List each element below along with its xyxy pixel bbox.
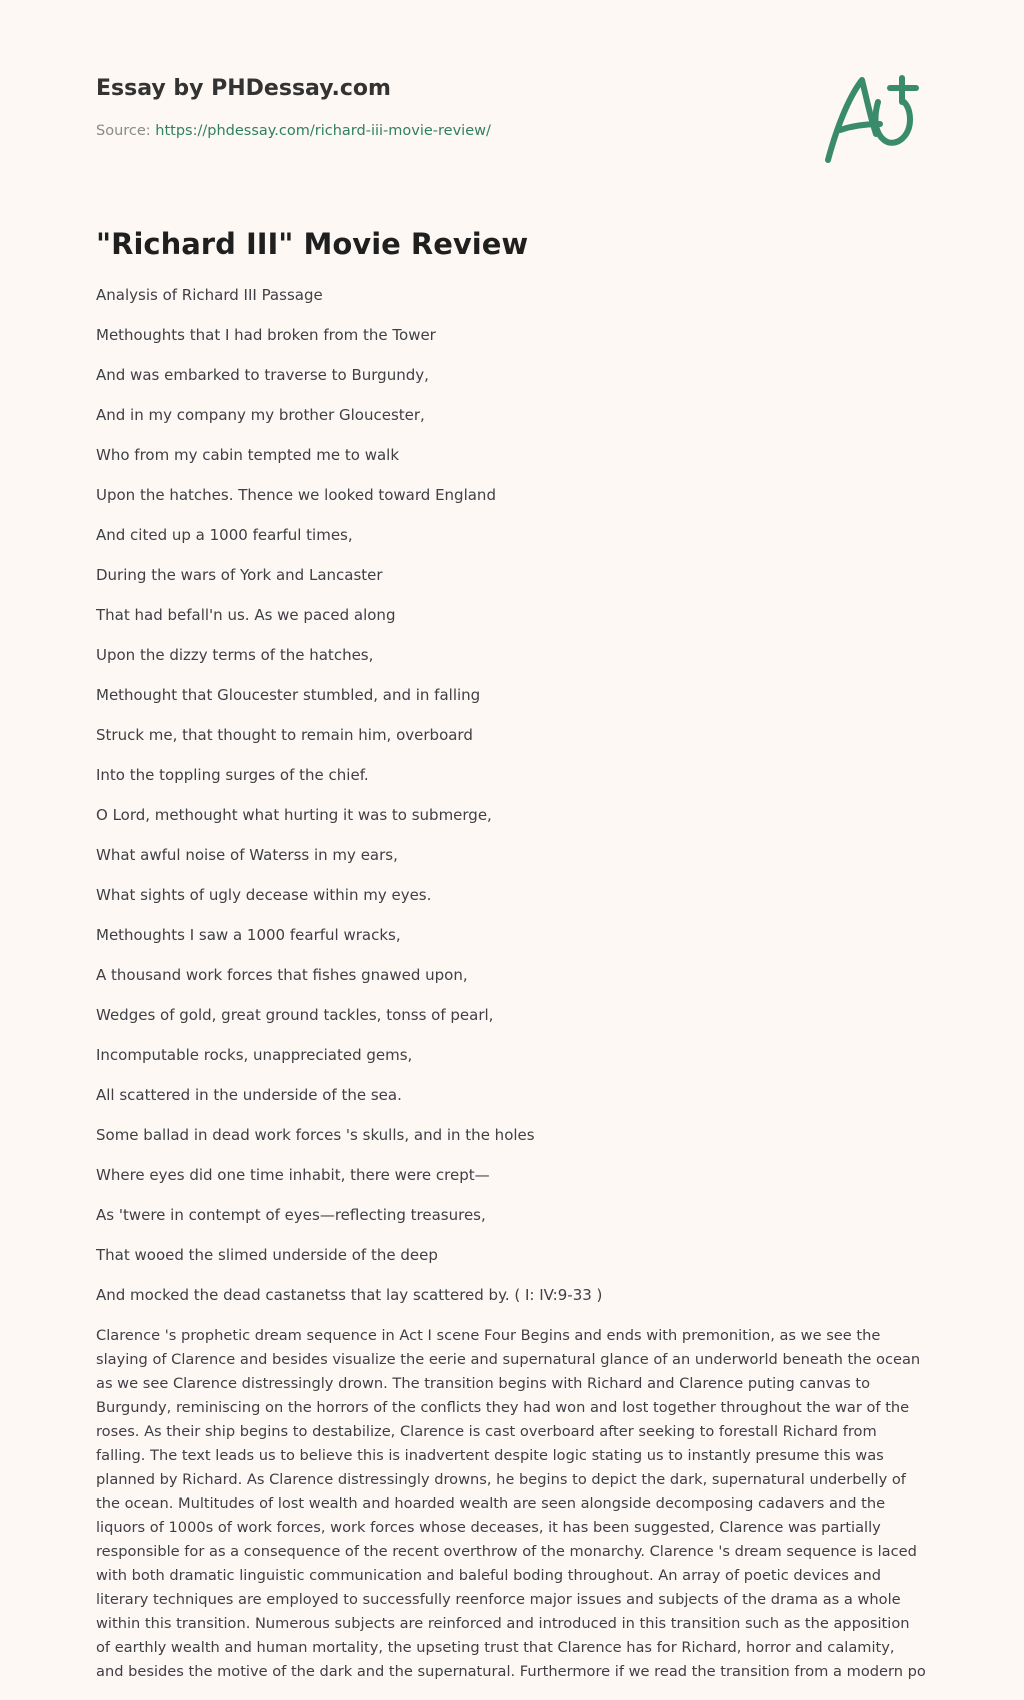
source-label: Source:	[96, 123, 151, 139]
passage-line: As 'twere in contempt of eyes—reflecting treasures,	[96, 1206, 486, 1224]
a-plus-logo-icon	[818, 68, 928, 168]
passage-line: That wooed the slimed underside of the deep	[96, 1246, 438, 1264]
page-header	[96, 72, 796, 142]
paragraph-line: as we see Clarence distressingly drown. The transition begins with Richard and Clarence puting canvas to	[96, 1375, 871, 1392]
passage-line: All scattered in the underside of the sea.	[96, 1086, 402, 1104]
passage-line: Analysis of Richard III Passage	[96, 286, 323, 304]
passage-line: And was embarked to traverse to Burgundy,	[96, 366, 429, 384]
passage-line: Wedges of gold, great ground tackles, tonss of pearl,	[96, 1006, 494, 1024]
passage-line: And in my company my brother Gloucester,	[96, 406, 425, 424]
paragraph-line: falling. The text leads us to believe this is inadvertent despite logic stating us to instantly presume this was	[96, 1447, 884, 1464]
passage-line: A thousand work forces that fishes gnawed upon,	[96, 966, 468, 984]
paragraph-line: planned by Richard. As Clarence distressingly drowns, he begins to depict the dark, supernatural underbelly of	[96, 1471, 906, 1488]
passage-line: Struck me, that thought to remain him, overboard	[96, 726, 473, 744]
paragraph-line: literary techniques are employed to successfully reenforce major issues and subjects of the drama as a whole	[96, 1591, 901, 1608]
passage-line: What awful noise of Waterss in my ears,	[96, 846, 398, 864]
passage-line: Methoughts I saw a 1000 fearful wracks,	[96, 926, 401, 944]
source-link[interactable]: https://phdessay.com/richard-iii-movie-review/	[155, 123, 491, 139]
paragraph-line: liquors of 1000s of work forces, work forces whose deceases, it has been suggested, Clarence was partially	[96, 1519, 881, 1536]
article-title: "Richard III" Movie Review	[96, 227, 529, 261]
passage-line: That had befall'n us. As we paced along	[96, 606, 396, 624]
passage-line: Upon the dizzy terms of the hatches,	[96, 646, 374, 664]
passage-line: Who from my cabin tempted me to walk	[96, 446, 400, 464]
passage-line: Methoughts that I had broken from the Tower	[96, 326, 436, 344]
paragraph-line: responsible for as a consequence of the recent overthrow of the monarchy. Clarence 's dream sequence is laced	[96, 1543, 917, 1560]
passage-line: Into the toppling surges of the chief.	[96, 766, 369, 784]
passage-line: And cited up a 1000 fearful times,	[96, 526, 353, 544]
passage-line: And mocked the dead castanetss that lay scattered by. ( I: IV:9-33 )	[96, 1286, 603, 1304]
passage-line: Where eyes did one time inhabit, there were crept—	[96, 1166, 490, 1184]
paragraph-line: slaying of Clarence and besides visualize the eerie and supernatural glance of an underworld beneath the ocean	[96, 1351, 921, 1368]
paragraph-line: with both dramatic linguistic communication and baleful boding throughout. An array of poetic devices and	[96, 1567, 881, 1584]
paragraph-line: the ocean. Multitudes of lost wealth and hoarded wealth are seen alongside decomposing cadavers and the	[96, 1495, 886, 1512]
passage-line: Incomputable rocks, unappreciated gems,	[96, 1046, 413, 1064]
source-line	[96, 120, 796, 142]
passage-line: During the wars of York and Lancaster	[96, 566, 383, 584]
paragraph-line: Burgundy, reminiscing on the horrors of the conflicts they had won and lost together throughout the war of the	[96, 1399, 910, 1416]
passage-line: Upon the hatches. Thence we looked toward England	[96, 486, 496, 504]
passage-line: What sights of ugly decease within my eyes.	[96, 886, 432, 904]
paragraph-line: within this transition. Numerous subjects are reinforced and introduced in this transition such as the apposition	[96, 1615, 910, 1632]
analysis-paragraph	[96, 1324, 928, 1684]
article-content	[96, 222, 928, 1684]
paragraph-line: of earthly wealth and human mortality, the upseting trust that Clarence has for Richard, horror and calamity,	[96, 1639, 895, 1656]
passage-line: O Lord, methought what hurting it was to submerge,	[96, 806, 492, 824]
passage-line: Some ballad in dead work forces 's skulls, and in the holes	[96, 1126, 535, 1144]
paragraph-line: Clarence 's prophetic dream sequence in Act I scene Four Begins and ends with premonition, as we see the	[96, 1327, 881, 1344]
paragraph-line: and besides the motive of the dark and the supernatural. Furthermore if we read the transition from a modern po	[96, 1663, 926, 1680]
site-title: Essay by PHDessay.com	[96, 76, 391, 101]
paragraph-line: roses. As their ship begins to destabilize, Clarence is cast overboard after seeking to forestall Richard from	[96, 1423, 877, 1440]
passage-line: Methought that Gloucester stumbled, and in falling	[96, 686, 481, 704]
passage-lines	[96, 284, 928, 1306]
